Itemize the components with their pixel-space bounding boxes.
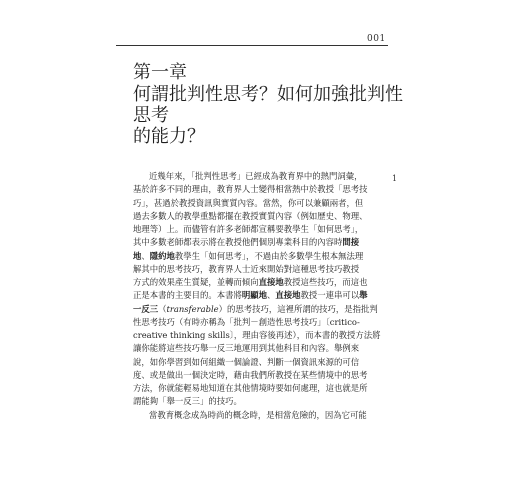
text-line (133, 369, 385, 382)
text-run: （ (158, 303, 167, 314)
text-run: 度、或是做出一個決定時，藉由我們所教授在某些情境中的思考 (133, 369, 368, 380)
chapter-title-line-2: 的能力？ (133, 126, 205, 147)
italic-term: transferable (166, 303, 219, 314)
bold-term: 直接地 (258, 277, 284, 287)
chapter-title-line-1: 何謂批判性思考？如何加強批判性思考 (133, 84, 403, 126)
text-line (133, 236, 385, 249)
text-run: 謂能夠「舉一反三」的技巧。 (133, 396, 242, 407)
text-line (133, 303, 385, 316)
text-line (133, 223, 385, 236)
text-run: 教授這些技巧，而這也 (283, 277, 368, 287)
text-run: 巧」，甚過於教授資訊與實質內容。當然，你可以兼顧兩者，但 (133, 197, 364, 208)
text-run: 說，如你學習到如何組織一個論證、判斷一個資訊來源的可信 (133, 356, 360, 367)
text-run: 、 (141, 250, 150, 261)
paragraph-1 (133, 170, 385, 409)
text-run: 正是本書的主要目的。本書將 (133, 290, 242, 301)
text-line (133, 356, 385, 369)
text-run: 讓你能將這些技巧舉一反三地運用到其他科目和內容。舉例來 (133, 343, 360, 354)
body-text (133, 170, 385, 422)
text-line (133, 395, 385, 408)
text-run: 過去多數人的教學重點都擺在教授實質內容（例如歷史、物理、 (133, 210, 368, 221)
text-run: 教授一連串可以 (300, 290, 360, 301)
text-line (133, 289, 385, 302)
margin-marker: 1 (392, 174, 398, 183)
text-run: 基於許多不同的理由，教育界人士變得相當熱中於教授「思考技 (133, 184, 368, 195)
text-line (133, 210, 385, 223)
bold-term: 一反三 (133, 303, 159, 314)
text-run: 解其中的思考技巧，教育界人士近來開始對這種思考技巧教授 (133, 263, 360, 274)
text-line (133, 197, 385, 210)
text-line (133, 316, 385, 329)
bold-term: 明顯地 (241, 290, 267, 301)
page-number: 001 (367, 34, 386, 44)
text-line (133, 382, 385, 395)
chapter-label: 第一章 (133, 62, 187, 83)
text-run: 近幾年來，「批判性思考」已經成為教育界中的熱門詞彙， (149, 171, 363, 181)
text-line (133, 409, 385, 422)
text-run: 教學生「如何思考」，不過由於多數學生根本無法理 (174, 250, 364, 261)
text-line (133, 329, 385, 342)
text-run: 其中多數老師都表示將在教授他們個別專業科目的內容時 (133, 237, 343, 248)
bold-term: 直接地 (275, 290, 301, 301)
header-rule (116, 45, 388, 46)
text-run: 方法，你就能輕易地知道在其他情境時要如何處理，這也就是所 (133, 383, 368, 393)
text-line (133, 342, 385, 355)
bold-term: 間接 (342, 237, 360, 248)
bold-term: 隱約地 (149, 250, 175, 261)
text-run: 、 (267, 290, 276, 301)
text-run: ）的思考技巧，這裡所謂的技巧，是指批判 (218, 303, 378, 314)
text-run: 當教育概念成為時尚的概念時，是相當危險的，因為它可能 (149, 409, 367, 420)
text-run: 方式的效果產生質疑，並轉而傾向 (133, 277, 259, 287)
text-run: creative thinking skills〕，理由容後再述），而本書的教授方法將 (133, 330, 381, 340)
bold-term: 地 (133, 250, 142, 261)
text-line (133, 170, 385, 183)
paragraph-2 (133, 409, 385, 422)
text-line (133, 250, 385, 263)
text-run: 地理等）上。而儘管有許多老師都宣稱要教學生「如何思考」， (133, 224, 364, 234)
text-run: 性思考技巧（有時亦稱為「批判－創造性思考技巧」〔critico- (133, 316, 360, 327)
text-line (133, 183, 385, 196)
chapter-title (133, 84, 408, 147)
text-line (133, 263, 385, 276)
text-line (133, 276, 385, 289)
bold-term: 舉 (359, 290, 368, 301)
